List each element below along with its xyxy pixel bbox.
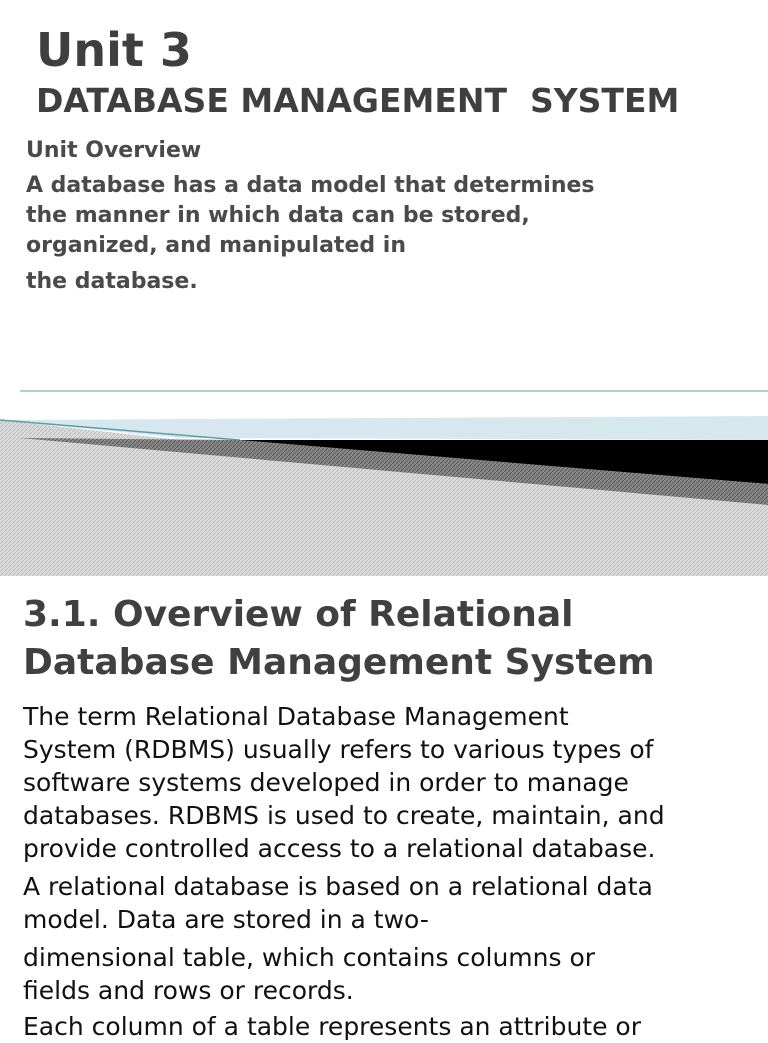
body-text-line: model. Data are stored in a two-: [23, 905, 429, 934]
overview-line: the database.: [26, 269, 198, 294]
overview-line: A database has a data model that determines: [26, 173, 595, 198]
body-text-line: fields and rows or records.: [23, 976, 354, 1005]
overview-heading: Unit Overview: [26, 138, 202, 163]
overview-line: organized, and manipulated in: [26, 233, 406, 258]
body-text-line: Each column of a table represents an attribute or: [23, 1012, 641, 1041]
body-text-line: provide controlled access to a relational database.: [23, 834, 656, 863]
unit-subtitle: DATABASE MANAGEMENT SYSTEM: [36, 81, 680, 120]
section-title: 3.1. Overview of Relational: [23, 594, 574, 635]
decorative-banner: [0, 380, 768, 576]
body-text-line: databases. RDBMS is used to create, maintain, and: [23, 801, 665, 830]
body-text-line: A relational database is based on a relational data: [23, 872, 653, 901]
unit-title: Unit 3: [36, 23, 192, 77]
section-title: Database Management System: [23, 642, 655, 683]
body-text-line: System (RDBMS) usually refers to various types of: [23, 735, 654, 764]
content-slide: [0, 576, 768, 1041]
body-text-line: The term Relational Database Management: [23, 702, 569, 731]
body-text-line: software systems developed in order to manage: [23, 768, 629, 797]
overview-line: the manner in which data can be stored,: [26, 203, 530, 228]
body-text-line: dimensional table, which contains columns or: [23, 943, 596, 972]
